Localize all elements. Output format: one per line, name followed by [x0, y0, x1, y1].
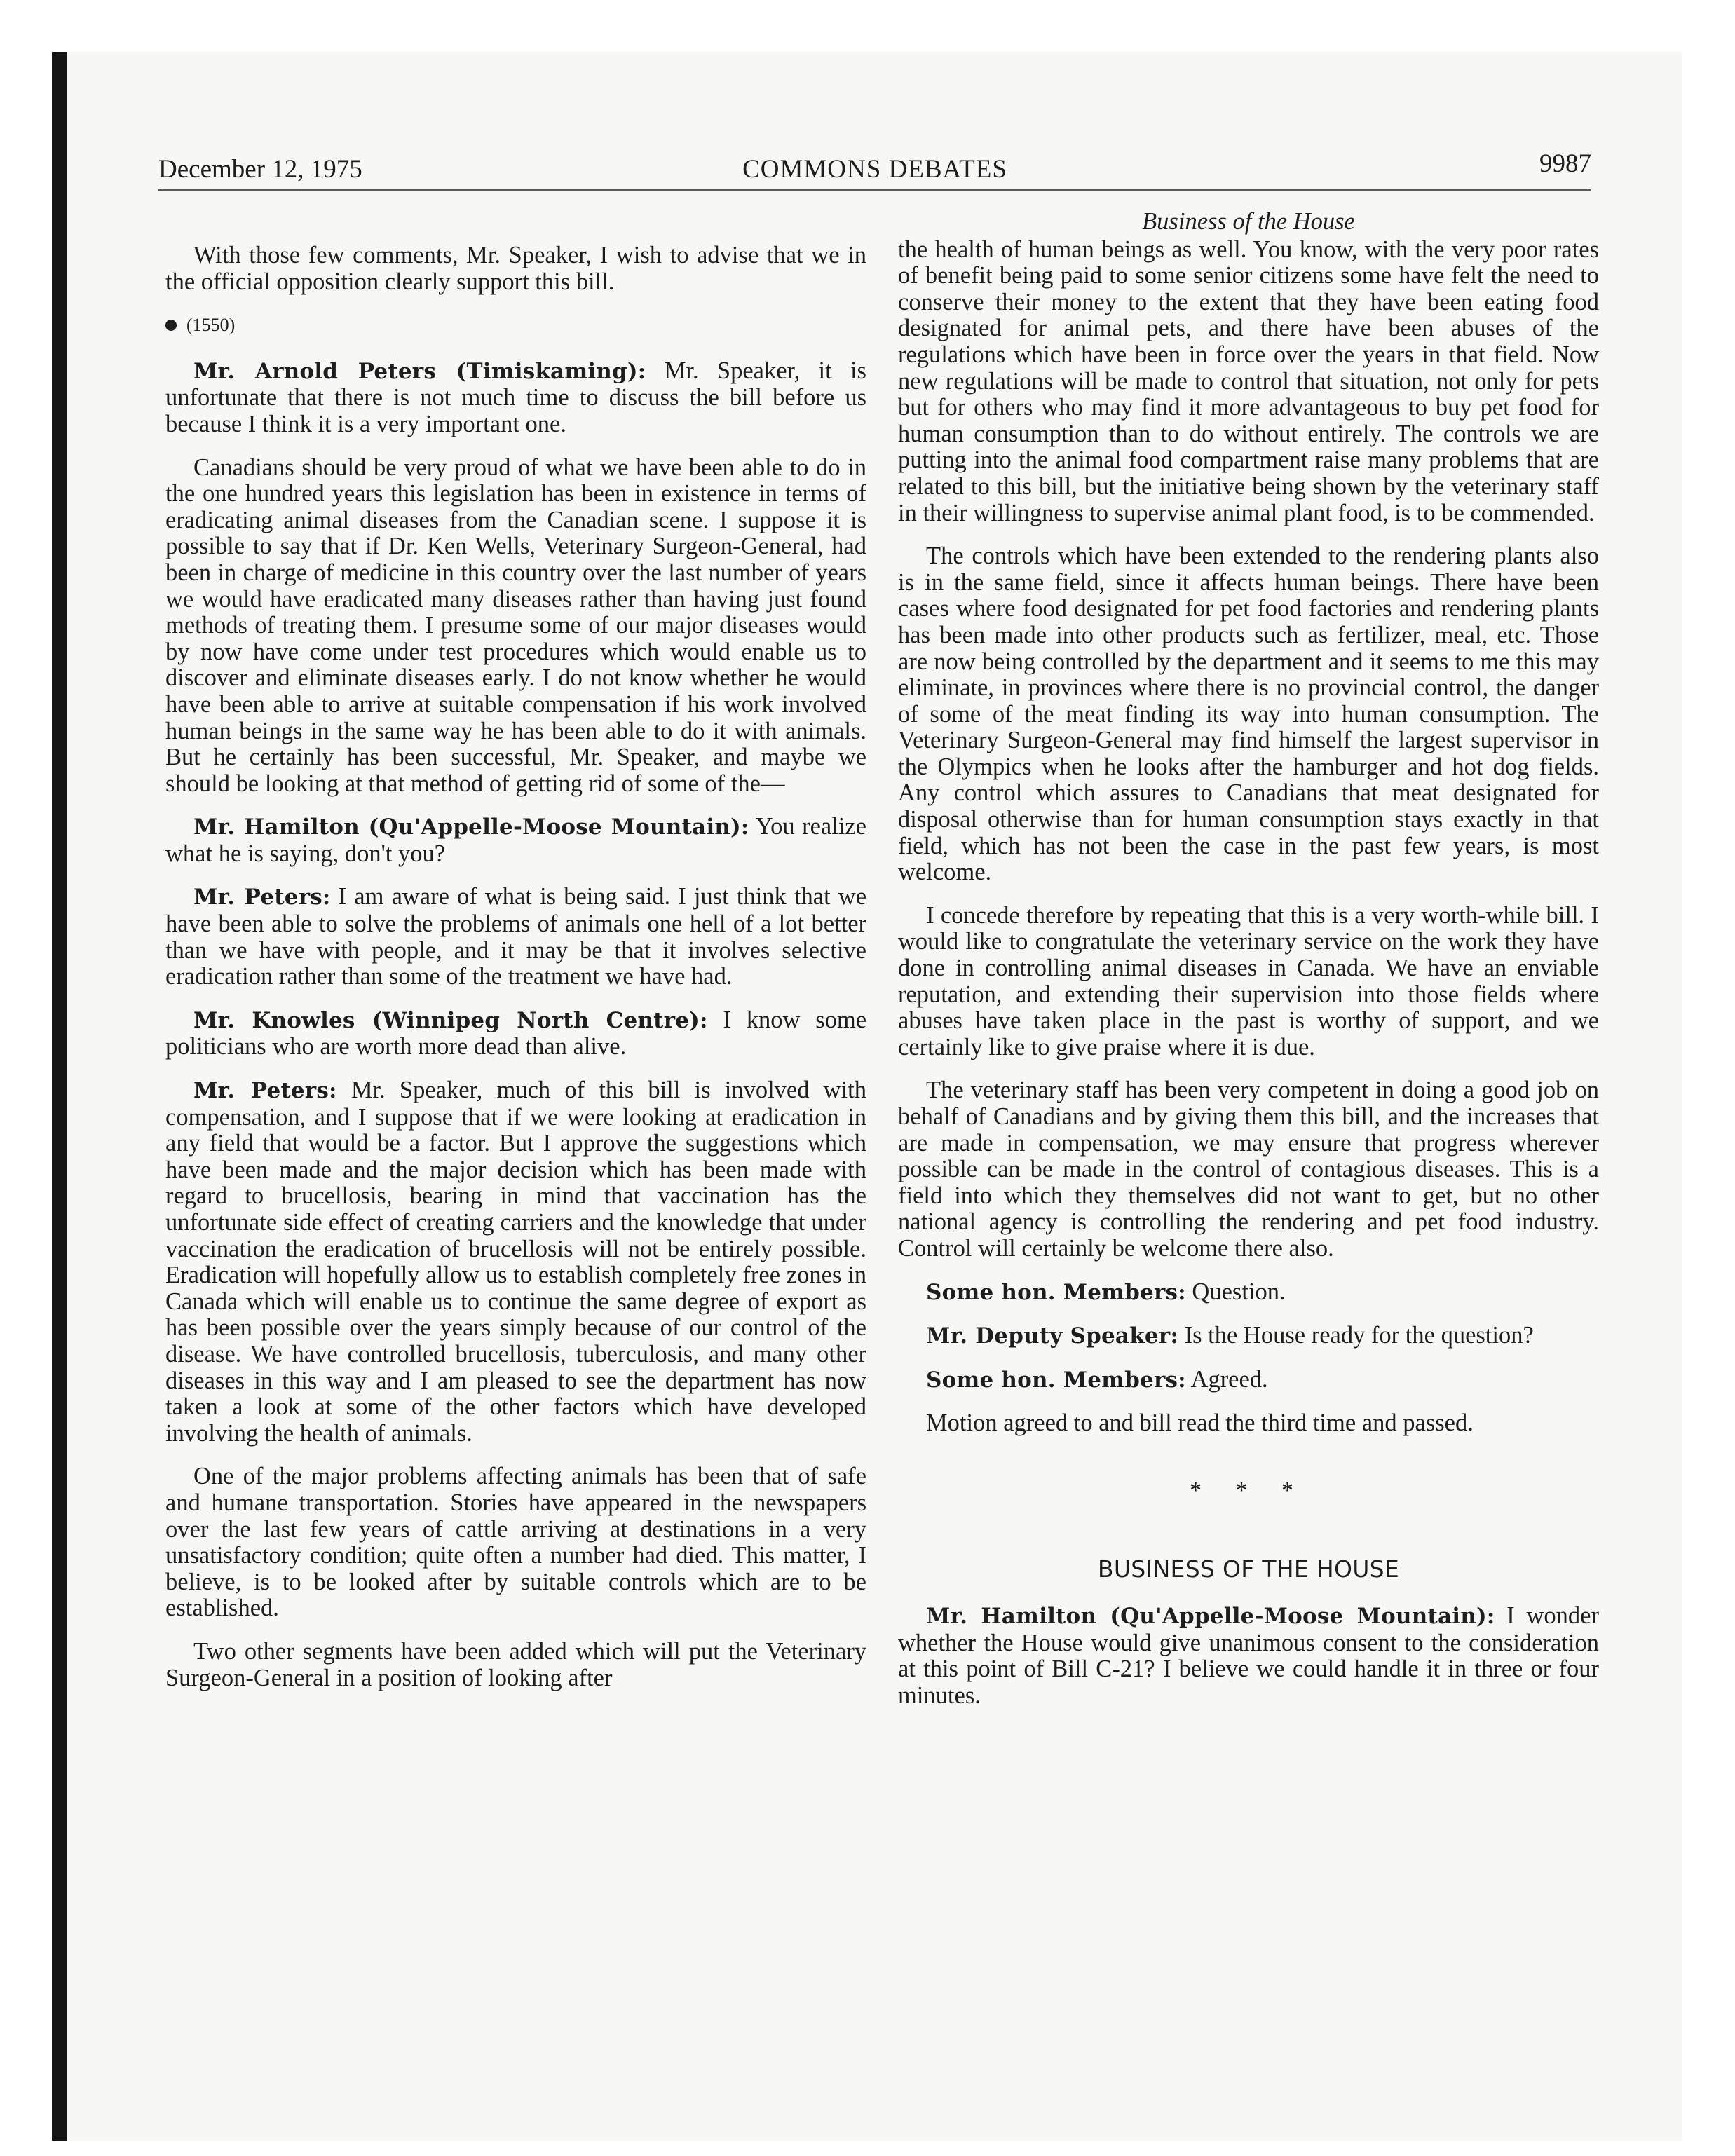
- speech-text: Agreed.: [1190, 1365, 1268, 1393]
- right-column: [898, 209, 1599, 1726]
- speech-text: Mr. Speaker, it is unfortunate that there is not much time to discuss the bill before us because I think it is a very important one.: [165, 357, 866, 437]
- paragraph: Canadians should be very proud of what we have been able to do in the one hundred years this legislation has been in existence in terms of eradicating animal diseases from the Canadian scene. I suppose it is possible to say that if Dr. Ken Wells, Veterinary Surgeon-General, had been in charge of medicine in this country over the last number of years we would have eradicated many diseases rather than having just found methods of treating them. I presume some of our major diseases would by now have come under test procedures which would enable us to discover and eliminate diseases early. I do not know whether he would have been able to arrive at suitable compensation if his work involved human beings in the same way he has been able to do it with animals. But he certainly has been successful, Mr. Speaker, and maybe we should be looking at that method of getting rid of some of the—: [165, 453, 866, 797]
- paragraph: The controls which have been extended to the rendering plants also is in the same field, since it affects human beings. There have been cases where food designated for pet food factories and rendering plants has been made into other products such as fertilizer, meal, etc. Those are now being controlled by the department and it seems to me this may eliminate, in provinces where there is no provincial control, the danger of some of the meat finding its way into human consumption. The Veterinary Surgeon-General may find himself the largest supervisor in the Olympics when he looks after the hamburger and hot dog fields. Any control which assures to Canadians that meat designated for disposal otherwise than for human consumption stays exactly in that field, which has not been the case in the past few years, is most welcome.: [898, 543, 1599, 886]
- speech: [165, 884, 866, 990]
- paragraph: The veterinary staff has been very competent in doing a good job on behalf of Canadians and by giving them this bill, and the increases that are made in compensation, we may ensure that progress wherever possible can be made in the control of contagious diseases. This is a field into which they themselves did not want to get, but no other national agency is controlling the rendering and pet food industry. Control will certainly be welcome there also.: [898, 1077, 1599, 1262]
- paragraph: Motion agreed to and bill read the third time and passed.: [926, 1410, 1474, 1437]
- timestamp: [165, 312, 866, 339]
- paragraph: the health of human beings as well. You know, with the very poor rates of benefit being paid to some senior citizens some have felt the need to conserve their money to the extent that they have been eating food designated for animal pets, and there have been abuses of the regulations which have been in force over the years in that field. Now new regulations will be made to control that situation, not only for pets but for others who may find it more advantageous to buy pet food for human consumption than to do without entirely. The controls we are putting into the animal food compartment raise many problems that are related to this bill, but the initiative being shown by the veterinary staff in their willingness to supervise animal plant food, is to be commended.: [898, 236, 1599, 526]
- page-header: [158, 149, 1591, 193]
- speech-text: I am aware of what is being said. I just think that we have been able to solve the problems of animals one hell of a lot better than we have with people, and it may be that it involves selective eradication rather than some of the treatment we have had.: [165, 883, 867, 990]
- speech-text: Is the House ready for the question?: [1184, 1322, 1534, 1349]
- binding-edge: [52, 52, 67, 2141]
- speaker-name: Mr. Knowles (Winnipeg North Centre):: [193, 1007, 708, 1033]
- speaker-name: Mr. Hamilton (Qu'Appelle-Moose Mountain):: [926, 1604, 1495, 1630]
- paragraph: One of the major problems affecting animals has been that of safe and humane transportation. Stories have appeared in the newspapers over the last few years of cattle arriving at destinations in a very unsatisfactory condition; quite often a number had died. This matter, I believe, is to be looked after by suitable controls which are to be established.: [165, 1463, 866, 1622]
- speech-text: Mr. Speaker, much of this bill is involved with compensation, and I suppose that if we were looking at eradication in any field that would be a factor. But I approve the suggestions which have been made and the major decision which has been made with regard to brucellosis, bearing in mind that vaccination has the unfortunate side effect of creating carriers and the knowledge that under vaccination the eradication of brucellosis will not be entirely possible. Eradication will hopefully allow us to establish completely free zones in Canada which will enable us to continue the same degree of export as has been possible over the years simply because of our control of the disease. We have controlled brucellosis, tuberculosis, and many other diseases in this way and I am pleased to see the department has now taken a look at some of the other factors which have developed involving the health of animals.: [165, 1077, 867, 1447]
- paragraph: With those few comments, Mr. Speaker, I wish to advise that we in the official opposition clearly support this bill.: [165, 242, 866, 295]
- paragraph: Two other segments have been added which will put the Veterinary Surgeon-General in a position of looking after: [165, 1637, 866, 1691]
- left-column: [165, 243, 866, 1708]
- speaker-name: Some hon. Members:: [926, 1279, 1186, 1305]
- speech: [898, 1367, 1599, 1394]
- speaker-name: Mr. Peters:: [193, 885, 331, 910]
- speaker-name: Mr. Deputy Speaker:: [926, 1323, 1178, 1349]
- section-title: BUSINESS OF THE HOUSE: [1097, 1555, 1400, 1583]
- speech-text: I know some politicians who are worth more dead than alive.: [165, 1006, 867, 1060]
- speech-text: I wonder whether the House would give unanimous consent to the consideration at this point of Bill C-21? I believe we could handle it in three or four minutes.: [898, 1602, 1599, 1709]
- section-separator: * * *: [1190, 1477, 1307, 1503]
- speech: [165, 358, 866, 438]
- speaker-name: Mr. Peters:: [193, 1078, 337, 1104]
- page-number: 9987: [1539, 149, 1591, 178]
- header-title: COMMONS DEBATES: [742, 155, 1007, 184]
- speech: [165, 814, 866, 867]
- speech: [165, 1077, 866, 1447]
- speech: [898, 1603, 1599, 1709]
- speaker-name: Mr. Hamilton (Qu'Appelle-Moose Mountain):: [193, 814, 749, 840]
- header-date: December 12, 1975: [158, 155, 362, 184]
- speech: [898, 1279, 1599, 1306]
- speaker-name: Some hon. Members:: [926, 1367, 1186, 1393]
- header-rule: [158, 189, 1591, 191]
- speech: [898, 1323, 1599, 1350]
- bullet-icon: [165, 320, 177, 331]
- speech-text: Question.: [1192, 1278, 1286, 1305]
- running-head: Business of the House: [1142, 208, 1355, 235]
- paragraph: I concede therefore by repeating that this is a very worth-while bill. I would like to congratulate the veterinary service on the work they have done in controlling animal diseases in Canada. We have an enviable reputation, and extending their supervision into those fields where abuses have taken place in the past is worthy of support, and we certainly like to give praise where it is due.: [898, 901, 1599, 1060]
- speech: [165, 1007, 866, 1060]
- speech-text: You realize what he is saying, don't you?: [165, 813, 866, 867]
- timestamp-text: (1550): [186, 315, 236, 336]
- speaker-name: Mr. Arnold Peters (Timiskaming):: [193, 358, 646, 384]
